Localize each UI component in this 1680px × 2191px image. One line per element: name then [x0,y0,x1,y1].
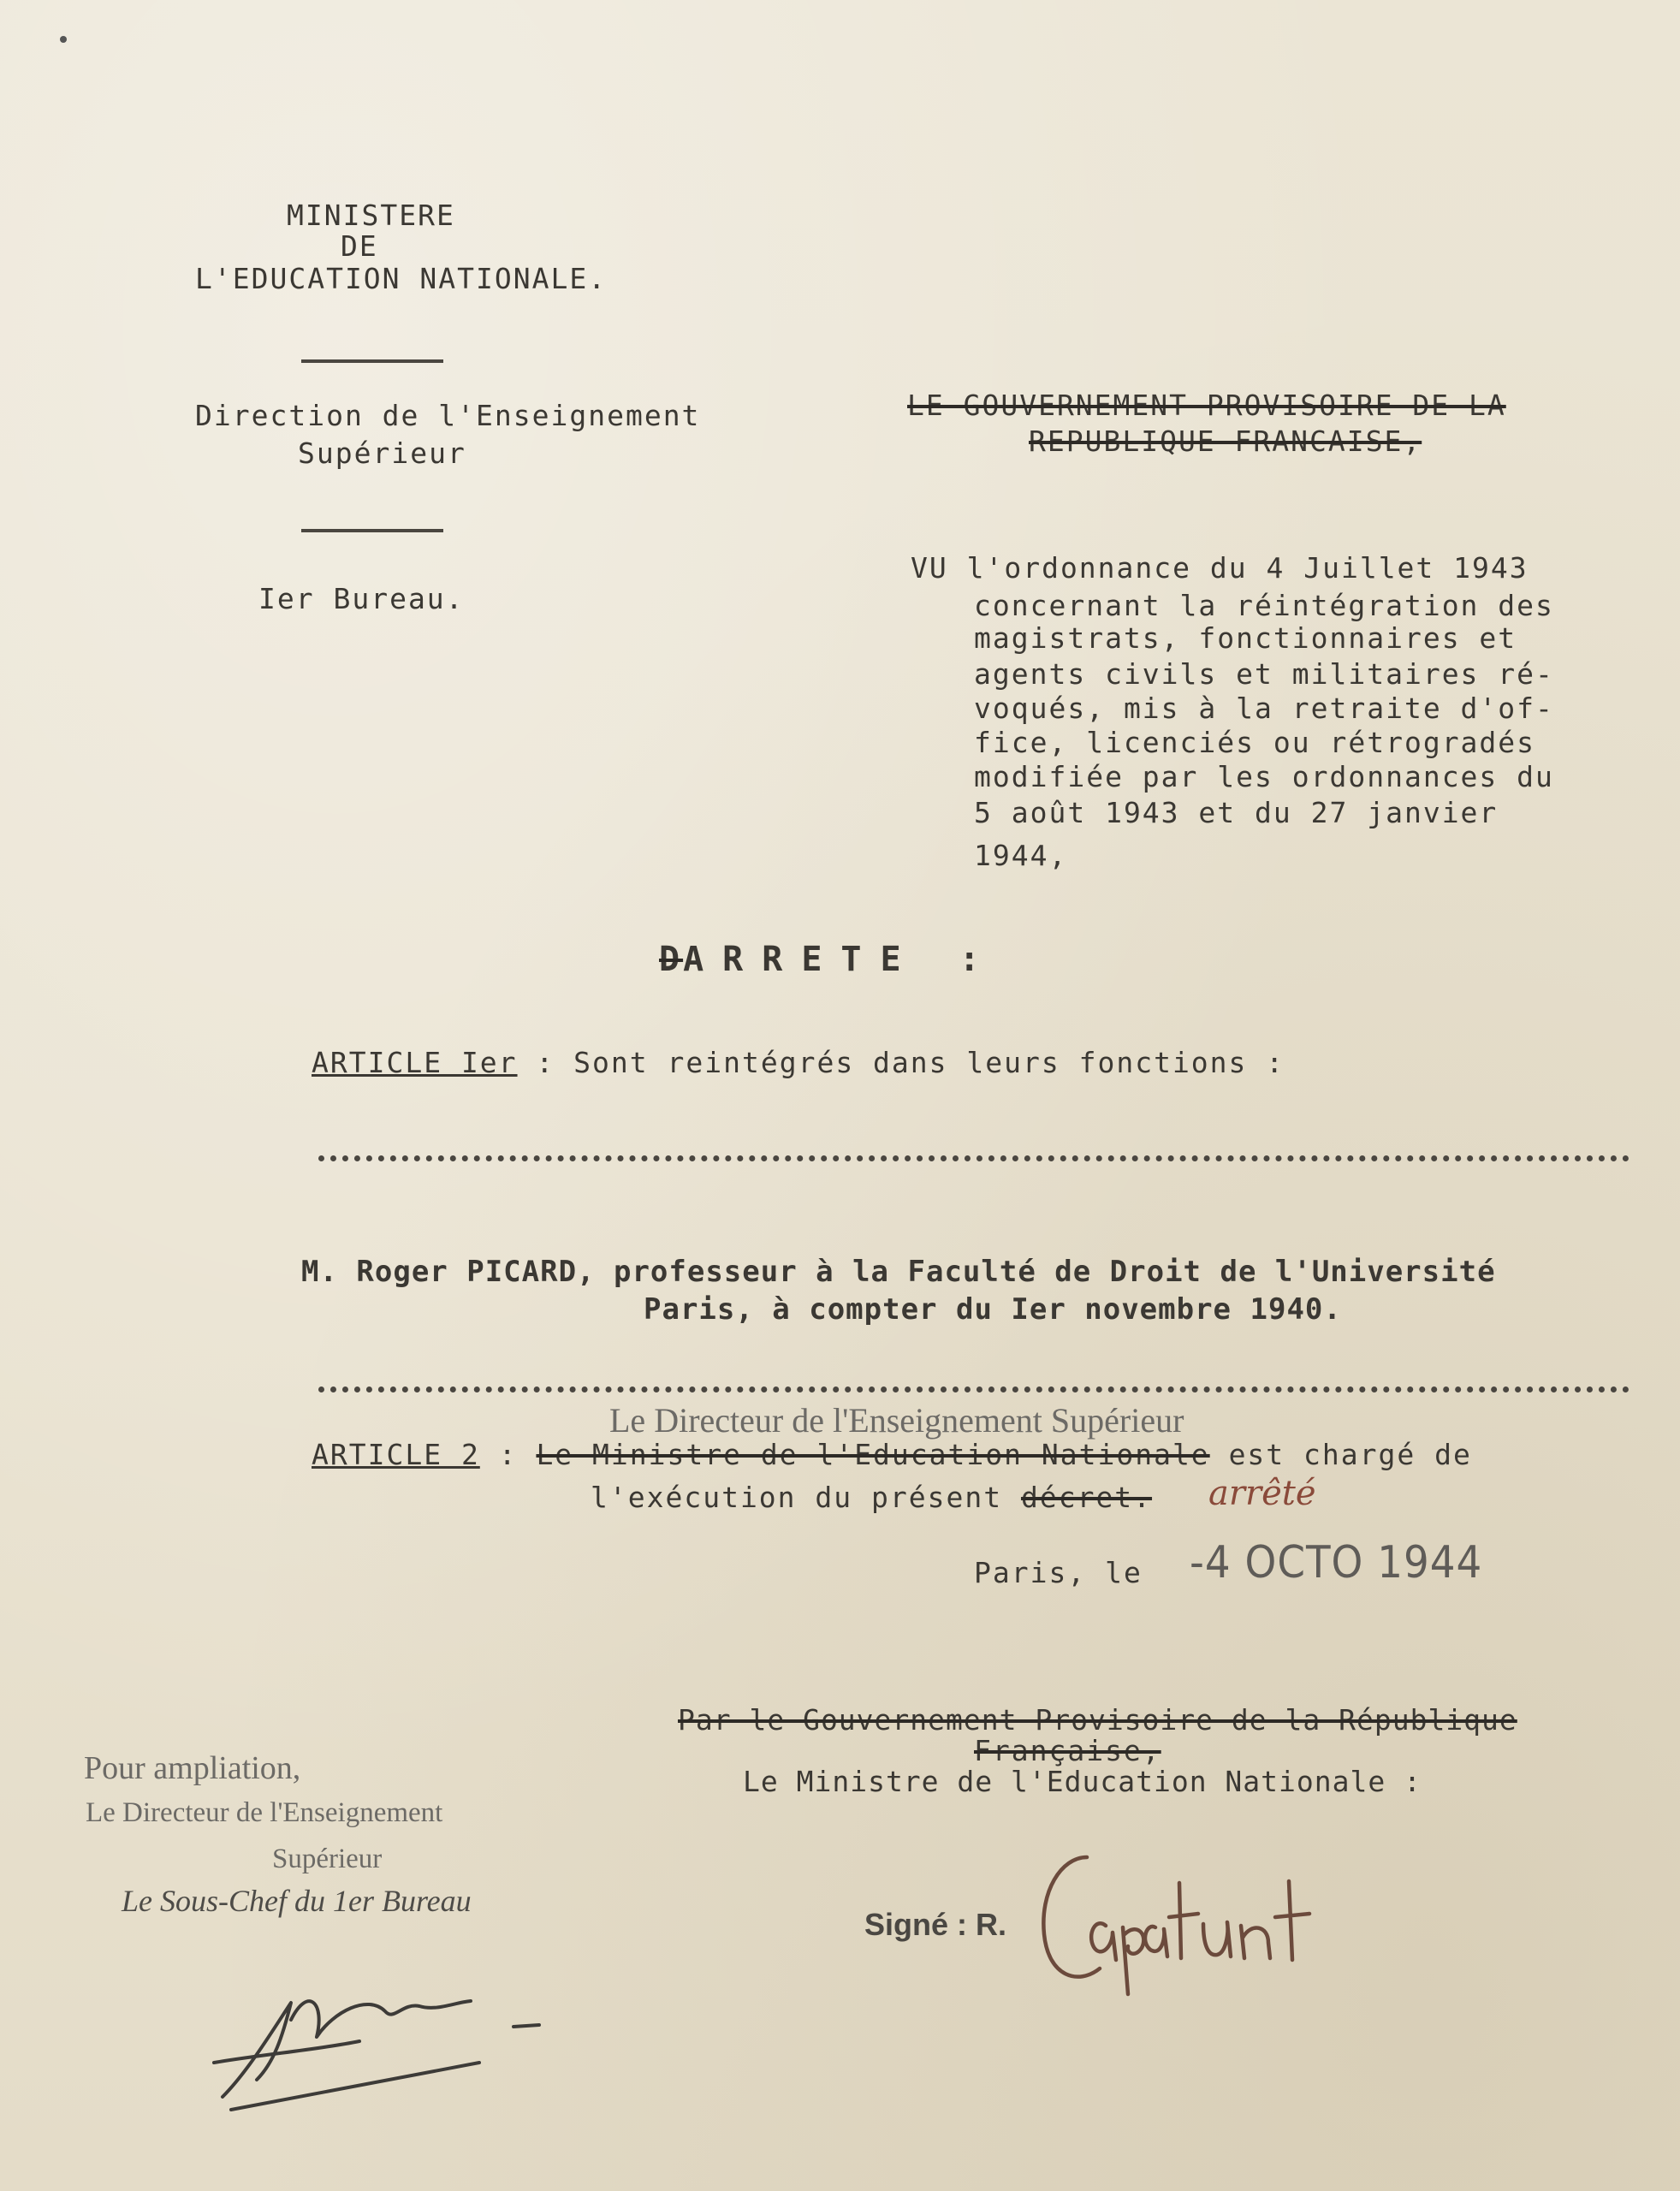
ministry-line-3: L'EDUCATION NATIONALE. [195,262,608,295]
vu-line-2: concernant la réintégration des [974,589,1554,622]
arrete-struck-prefix: D [659,940,684,979]
article-1-line [312,1046,1285,1079]
ampliation-line-3: Supérieur [272,1844,383,1874]
date-prefix: Paris, le [974,1556,1143,1589]
struck-heading-line-1: LE GOUVERNEMENT PROVISOIRE DE LA [907,389,1506,422]
ministry-line-1: MINISTERE [287,199,455,232]
vu-line-9: 1944, [974,839,1068,872]
article-2-label: ARTICLE 2 [312,1438,480,1471]
article-2-line-1 [312,1438,1472,1471]
vu-line-4: agents civils et militaires ré- [974,657,1554,691]
ampliation-line-4: Le Sous-Chef du 1er Bureau [122,1884,472,1918]
corner-mark [60,36,67,43]
divider-1 [301,359,443,363]
bureau-label: Ier Bureau. [258,582,465,615]
ministry-line-2: DE [341,229,378,263]
article-2-separator: : [498,1438,518,1471]
article-1-label: ARTICLE Ier [312,1046,518,1079]
handwritten-correction: arrêté [1208,1474,1316,1513]
signe-label: Signé : R. [864,1907,1007,1942]
dotted-leader-1 [318,1155,1630,1161]
article-2-line-2 [591,1481,1152,1514]
article-2-line-2-prefix: l'exécution du présent [591,1481,1003,1514]
divider-2 [301,529,443,532]
article-1-text: Sont reintégrés dans leurs fonctions : [573,1046,1285,1079]
vu-line-5: voqués, mis à la retraite d'of- [974,692,1554,725]
sub-chief-signature-icon [197,1968,556,2114]
article-2-text-after: est chargé de [1228,1438,1472,1471]
vu-line-6: fice, licenciés ou rétrogradés [974,726,1536,759]
minister-line: Le Ministre de l'Education Nationale : [743,1765,1422,1798]
struck-heading-line-2: REPUBLIQUE FRANCAISE, [1029,425,1422,458]
person-line-1: M. Roger PICARD, professeur à la Faculté de Droit de l'Université [301,1255,1496,1289]
vu-line-7: modifiée par les ordonnances du [974,760,1554,793]
article-1-separator: : [536,1046,555,1079]
direction-line-2: Supérieur [298,436,466,470]
vu-line-1: VU l'ordonnance du 4 Juillet 1943 [911,551,1529,585]
dotted-leader-2 [318,1386,1630,1392]
ampliation-line-1: Pour ampliation, [84,1750,301,1786]
capitant-signature-icon [1027,1832,1335,2011]
struck-signature-line-1: Par le Gouvernement Provisoire de la République [678,1703,1517,1737]
direction-line-1: Direction de l'Enseignement [195,399,701,432]
vu-line-3: magistrats, fonctionnaires et [974,621,1517,655]
director-stamp-overlay: Le Directeur de l'Enseignement Supérieur [609,1401,1184,1440]
vu-line-8: 5 août 1943 et du 27 janvier [974,796,1499,829]
person-line-2: Paris, à compter du Ier novembre 1940. [644,1292,1342,1327]
article-2-struck-subject: Le Ministre de l'Education Nationale [536,1438,1210,1471]
date-stamp: -4 OCTO 1944 [1190,1537,1483,1588]
arrete-heading [659,940,999,979]
arrete-word: ARRETE : [683,940,999,979]
struck-signature-line-2: Française, [974,1734,1161,1767]
ampliation-line-2: Le Directeur de l'Enseignement [86,1797,443,1828]
article-2-struck-word: décret. [1020,1481,1153,1514]
